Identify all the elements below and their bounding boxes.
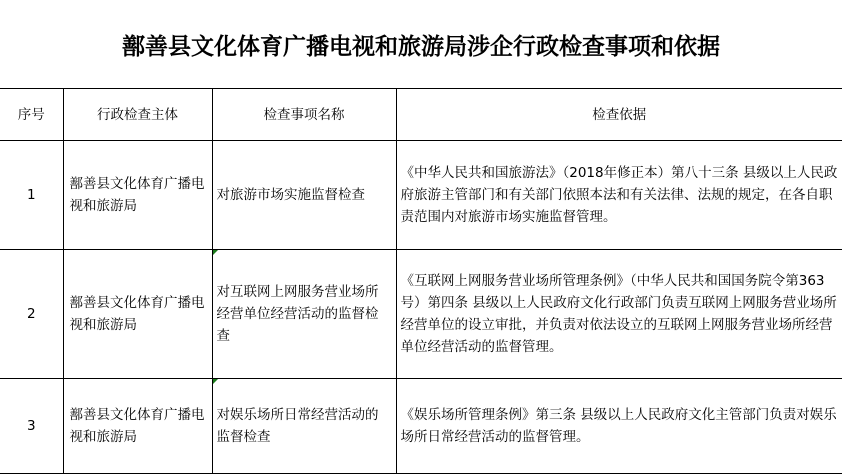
cell-subject[interactable]: 鄯善县文化体育广播电视和旅游局: [63, 250, 212, 379]
header-basis: 检查依据: [396, 89, 842, 141]
cell-item[interactable]: 对旅游市场实施监督检查: [212, 141, 396, 250]
cell-basis[interactable]: 《互联网上网服务营业场所管理条例》（中华人民共和国国务院令第363号）第四条 县级以上人民政府文化行政部门负责互联网上网服务营业场所经营单位的设立审批，并负责对依法设立的互联网上网服务营业场所经营单位经营活动的监督管理。: [396, 250, 842, 379]
table-row: [0, 141, 842, 250]
inspection-table: [0, 88, 842, 474]
comment-marker-icon: [213, 379, 218, 384]
cell-item-text: 对娱乐场所日常经营活动的监督检查: [216, 407, 379, 445]
table-row: [0, 379, 842, 474]
table-row: [0, 250, 842, 379]
table-header-row: [0, 89, 842, 141]
header-subject: 行政检查主体: [63, 89, 212, 141]
cell-index[interactable]: 3: [0, 379, 63, 474]
header-item: 检查事项名称: [212, 89, 396, 141]
cell-index[interactable]: 2: [0, 250, 63, 379]
cell-subject[interactable]: 鄯善县文化体育广播电视和旅游局: [63, 379, 212, 474]
cell-subject[interactable]: 鄯善县文化体育广播电视和旅游局: [63, 141, 212, 250]
cell-basis[interactable]: 《娱乐场所管理条例》第三条 县级以上人民政府文化主管部门负责对娱乐场所日常经营活动的监督管理。: [396, 379, 842, 474]
cell-index[interactable]: 1: [0, 141, 63, 250]
comment-marker-icon: [213, 250, 218, 255]
header-index: 序号: [0, 89, 63, 141]
cell-basis[interactable]: 《中华人民共和国旅游法》（2018年修正本）第八十三条 县级以上人民政府旅游主管部门和有关部门依照本法和有关法律、法规的规定，在各自职责范围内对旅游市场实施监督管理。: [396, 141, 842, 250]
cell-item[interactable]: [212, 250, 396, 379]
page-title: 鄯善县文化体育广播电视和旅游局涉企行政检查事项和依据: [122, 33, 720, 60]
cell-item-text: 对互联网上网服务营业场所经营单位经营活动的监督检查: [216, 284, 379, 344]
cell-item[interactable]: [212, 379, 396, 474]
